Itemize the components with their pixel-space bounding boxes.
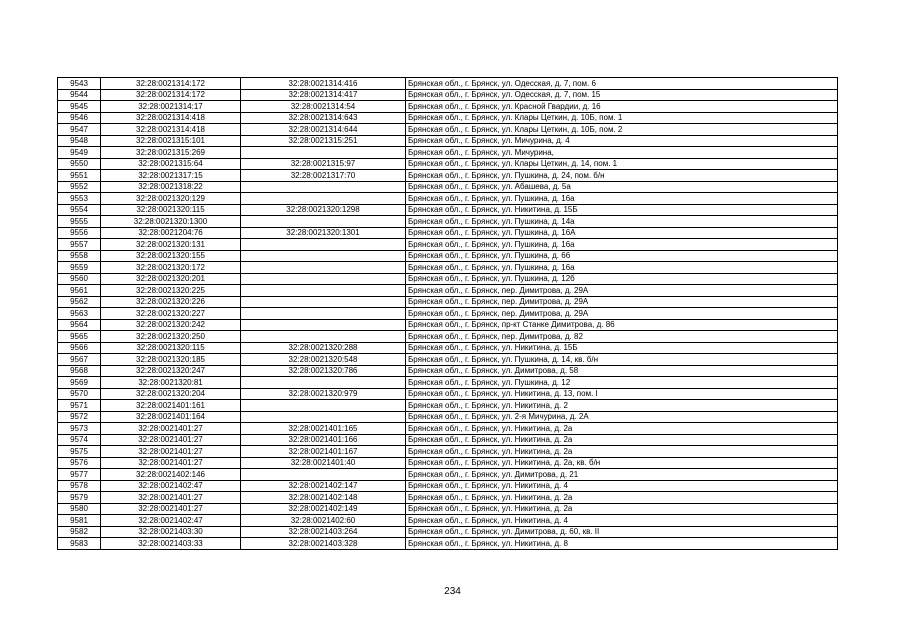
cadastral-number-cell: 32:28:0021320:1300 bbox=[101, 216, 241, 228]
address-cell: Брянская обл., г. Брянск, ул. Пушкина, д. 12 bbox=[406, 377, 838, 389]
row-number-cell: 9549 bbox=[58, 147, 101, 159]
object-number-cell: 32:28:0021401:166 bbox=[241, 434, 406, 446]
row-number-cell: 9579 bbox=[58, 492, 101, 504]
address-cell: Брянская обл., г. Брянск, ул. Никитина, д. 2а bbox=[406, 434, 838, 446]
object-number-cell bbox=[241, 411, 406, 423]
object-number-cell bbox=[241, 469, 406, 481]
row-number-cell: 9552 bbox=[58, 181, 101, 193]
row-number-cell: 9580 bbox=[58, 503, 101, 515]
address-cell: Брянская обл., г. Брянск, ул. Пушкина, д. 12б bbox=[406, 273, 838, 285]
table-row bbox=[58, 89, 838, 101]
row-number-cell: 9546 bbox=[58, 112, 101, 124]
address-cell: Брянская обл., г. Брянск, ул. Никитина, д. 15Б bbox=[406, 342, 838, 354]
table-row bbox=[58, 423, 838, 435]
table-row bbox=[58, 446, 838, 458]
table-row bbox=[58, 400, 838, 412]
table-row bbox=[58, 480, 838, 492]
row-number-cell: 9581 bbox=[58, 515, 101, 527]
cadastral-number-cell: 32:28:0021314:172 bbox=[101, 78, 241, 90]
object-number-cell: 32:28:0021320:1298 bbox=[241, 204, 406, 216]
object-number-cell: 32:28:0021317:70 bbox=[241, 170, 406, 182]
object-number-cell: 32:28:0021320:786 bbox=[241, 365, 406, 377]
object-number-cell bbox=[241, 181, 406, 193]
address-cell: Брянская обл., г. Брянск, пер. Димитрова, д. 29А bbox=[406, 296, 838, 308]
address-cell: Брянская обл., г. Брянск, ул. Пушкина, д. 16а bbox=[406, 239, 838, 251]
row-number-cell: 9553 bbox=[58, 193, 101, 205]
object-number-cell: 32:28:0021320:979 bbox=[241, 388, 406, 400]
address-cell: Брянская обл., г. Брянск, ул. Красной Гвардии, д. 16 bbox=[406, 101, 838, 113]
address-cell: Брянская обл., г. Брянск, ул. Пушкина, д. 14а bbox=[406, 216, 838, 228]
row-number-cell: 9557 bbox=[58, 239, 101, 251]
address-cell: Брянская обл., г. Брянск, ул. Никитина, д. 2а bbox=[406, 503, 838, 515]
row-number-cell: 9544 bbox=[58, 89, 101, 101]
table-row bbox=[58, 434, 838, 446]
row-number-cell: 9559 bbox=[58, 262, 101, 274]
row-number-cell: 9543 bbox=[58, 78, 101, 90]
cadastral-number-cell: 32:28:0021315:101 bbox=[101, 135, 241, 147]
address-cell: Брянская обл., г. Брянск, ул. Пушкина, д. 14, кв. б/н bbox=[406, 354, 838, 366]
cadastral-number-cell: 32:28:0021320:172 bbox=[101, 262, 241, 274]
table-row bbox=[58, 319, 838, 331]
row-number-cell: 9573 bbox=[58, 423, 101, 435]
row-number-cell: 9548 bbox=[58, 135, 101, 147]
cadastral-number-cell: 32:28:0021204:76 bbox=[101, 227, 241, 239]
cadastral-number-cell: 32:28:0021320:250 bbox=[101, 331, 241, 343]
cadastral-number-cell: 32:28:0021401:164 bbox=[101, 411, 241, 423]
object-number-cell: 32:28:0021320:548 bbox=[241, 354, 406, 366]
table-row bbox=[58, 538, 838, 550]
object-number-cell bbox=[241, 285, 406, 297]
table-row bbox=[58, 388, 838, 400]
row-number-cell: 9550 bbox=[58, 158, 101, 170]
cadastral-number-cell: 32:28:0021320:115 bbox=[101, 342, 241, 354]
table-row bbox=[58, 250, 838, 262]
cadastral-number-cell: 32:28:0021320:201 bbox=[101, 273, 241, 285]
object-number-cell bbox=[241, 147, 406, 159]
cadastral-number-cell: 32:28:0021320:247 bbox=[101, 365, 241, 377]
table-row bbox=[58, 112, 838, 124]
table-row bbox=[58, 411, 838, 423]
address-cell: Брянская обл., г. Брянск, ул. Никитина, д. 2а bbox=[406, 446, 838, 458]
object-number-cell bbox=[241, 216, 406, 228]
object-number-cell bbox=[241, 262, 406, 274]
object-number-cell: 32:28:0021314:416 bbox=[241, 78, 406, 90]
address-cell: Брянская обл., г. Брянск, ул. Никитина, д. 8 bbox=[406, 538, 838, 550]
cadastral-number-cell: 32:28:0021402:146 bbox=[101, 469, 241, 481]
row-number-cell: 9575 bbox=[58, 446, 101, 458]
cadastral-number-cell: 32:28:0021403:30 bbox=[101, 526, 241, 538]
table-row bbox=[58, 101, 838, 113]
table-row bbox=[58, 515, 838, 527]
address-cell: Брянская обл., г. Брянск, ул. Никитина, д. 2а bbox=[406, 492, 838, 504]
address-cell: Брянская обл., г. Брянск, ул. Пушкина, д. 16а bbox=[406, 193, 838, 205]
cadastral-number-cell: 32:28:0021401:27 bbox=[101, 492, 241, 504]
cadastral-number-cell: 32:28:0021401:27 bbox=[101, 434, 241, 446]
table-row bbox=[58, 492, 838, 504]
row-number-cell: 9556 bbox=[58, 227, 101, 239]
row-number-cell: 9547 bbox=[58, 124, 101, 136]
row-number-cell: 9577 bbox=[58, 469, 101, 481]
cadastral-number-cell: 32:28:0021320:226 bbox=[101, 296, 241, 308]
object-number-cell: 32:28:0021314:54 bbox=[241, 101, 406, 113]
row-number-cell: 9572 bbox=[58, 411, 101, 423]
cadastral-number-cell: 32:28:0021320:204 bbox=[101, 388, 241, 400]
object-number-cell: 32:28:0021314:643 bbox=[241, 112, 406, 124]
object-number-cell: 32:28:0021315:97 bbox=[241, 158, 406, 170]
address-cell: Брянская обл., г. Брянск, ул. Мичурина, д. 4 bbox=[406, 135, 838, 147]
table-row bbox=[58, 342, 838, 354]
row-number-cell: 9562 bbox=[58, 296, 101, 308]
table-row bbox=[58, 239, 838, 251]
object-number-cell bbox=[241, 250, 406, 262]
address-cell: Брянская обл., г. Брянск, ул. Никитина, д. 2а bbox=[406, 423, 838, 435]
object-number-cell bbox=[241, 308, 406, 320]
address-cell: Брянская обл., г. Брянск, ул. Никитина, д. 4 bbox=[406, 515, 838, 527]
address-cell: Брянская обл., г. Брянск, пер. Димитрова, д. 29А bbox=[406, 308, 838, 320]
cadastral-number-cell: 32:28:0021402:47 bbox=[101, 515, 241, 527]
registry-table-body bbox=[58, 78, 838, 550]
row-number-cell: 9545 bbox=[58, 101, 101, 113]
object-number-cell bbox=[241, 319, 406, 331]
object-number-cell: 32:28:0021314:417 bbox=[241, 89, 406, 101]
row-number-cell: 9570 bbox=[58, 388, 101, 400]
table-row bbox=[58, 526, 838, 538]
address-cell: Брянская обл., г. Брянск, ул. Клары Цеткин, д. 10Б, пом. 1 bbox=[406, 112, 838, 124]
table-row bbox=[58, 170, 838, 182]
address-cell: Брянская обл., г. Брянск, ул. Абашева, д. 5а bbox=[406, 181, 838, 193]
object-number-cell: 32:28:0021402:148 bbox=[241, 492, 406, 504]
row-number-cell: 9578 bbox=[58, 480, 101, 492]
object-number-cell: 32:28:0021320:288 bbox=[241, 342, 406, 354]
address-cell: Брянская обл., г. Брянск, ул. Мичурина, bbox=[406, 147, 838, 159]
table-row bbox=[58, 503, 838, 515]
address-cell: Брянская обл., г. Брянск, ул. Димитрова, д. 60, кв. II bbox=[406, 526, 838, 538]
object-number-cell: 32:28:0021320:1301 bbox=[241, 227, 406, 239]
address-cell: Брянская обл., г. Брянск, ул. Пушкина, д. 16а bbox=[406, 262, 838, 274]
cadastral-number-cell: 32:28:0021320:131 bbox=[101, 239, 241, 251]
cadastral-number-cell: 32:28:0021401:27 bbox=[101, 503, 241, 515]
row-number-cell: 9564 bbox=[58, 319, 101, 331]
object-number-cell bbox=[241, 377, 406, 389]
cadastral-number-cell: 32:28:0021403:33 bbox=[101, 538, 241, 550]
cadastral-number-cell: 32:28:0021401:27 bbox=[101, 423, 241, 435]
address-cell: Брянская обл., г. Брянск, пр-кт Станке Димитрова, д. 86 bbox=[406, 319, 838, 331]
object-number-cell: 32:28:0021401:167 bbox=[241, 446, 406, 458]
table-row bbox=[58, 457, 838, 469]
object-number-cell: 32:28:0021401:40 bbox=[241, 457, 406, 469]
row-number-cell: 9576 bbox=[58, 457, 101, 469]
object-number-cell bbox=[241, 331, 406, 343]
cadastral-number-cell: 32:28:0021320:155 bbox=[101, 250, 241, 262]
cadastral-number-cell: 32:28:0021401:161 bbox=[101, 400, 241, 412]
table-row bbox=[58, 469, 838, 481]
object-number-cell bbox=[241, 400, 406, 412]
row-number-cell: 9565 bbox=[58, 331, 101, 343]
table-row bbox=[58, 193, 838, 205]
object-number-cell: 32:28:0021403:264 bbox=[241, 526, 406, 538]
address-cell: Брянская обл., г. Брянск, ул. Клары Цеткин, д. 14, пом. 1 bbox=[406, 158, 838, 170]
cadastral-number-cell: 32:28:0021320:242 bbox=[101, 319, 241, 331]
registry-table bbox=[57, 77, 838, 550]
object-number-cell bbox=[241, 193, 406, 205]
cadastral-number-cell: 32:28:0021318:22 bbox=[101, 181, 241, 193]
cadastral-number-cell: 32:28:0021314:172 bbox=[101, 89, 241, 101]
object-number-cell bbox=[241, 296, 406, 308]
row-number-cell: 9554 bbox=[58, 204, 101, 216]
cadastral-number-cell: 32:28:0021320:225 bbox=[101, 285, 241, 297]
row-number-cell: 9555 bbox=[58, 216, 101, 228]
address-cell: Брянская обл., г. Брянск, ул. Пушкина, д. 66 bbox=[406, 250, 838, 262]
address-cell: Брянская обл., г. Брянск, ул. Никитина, д. 2а, кв. б/н bbox=[406, 457, 838, 469]
row-number-cell: 9569 bbox=[58, 377, 101, 389]
address-cell: Брянская обл., г. Брянск, ул. Одесская, д. 7, пом. 6 bbox=[406, 78, 838, 90]
cadastral-number-cell: 32:28:0021315:64 bbox=[101, 158, 241, 170]
cadastral-number-cell: 32:28:0021401:27 bbox=[101, 457, 241, 469]
table-row bbox=[58, 78, 838, 90]
address-cell: Брянская обл., г. Брянск, ул. Димитрова, д. 21 bbox=[406, 469, 838, 481]
address-cell: Брянская обл., г. Брянск, ул. Димитрова, д. 58 bbox=[406, 365, 838, 377]
cadastral-number-cell: 32:28:0021315:269 bbox=[101, 147, 241, 159]
object-number-cell: 32:28:0021402:147 bbox=[241, 480, 406, 492]
row-number-cell: 9571 bbox=[58, 400, 101, 412]
object-number-cell: 32:28:0021314:644 bbox=[241, 124, 406, 136]
cadastral-number-cell: 32:28:0021317:15 bbox=[101, 170, 241, 182]
table-row bbox=[58, 308, 838, 320]
cadastral-number-cell: 32:28:0021314:17 bbox=[101, 101, 241, 113]
row-number-cell: 9566 bbox=[58, 342, 101, 354]
address-cell: Брянская обл., г. Брянск, ул. Пушкина, д. 24, пом. б/н bbox=[406, 170, 838, 182]
address-cell: Брянская обл., г. Брянск, ул. Пушкина, д. 16А bbox=[406, 227, 838, 239]
table-row bbox=[58, 135, 838, 147]
object-number-cell: 32:28:0021402:60 bbox=[241, 515, 406, 527]
cadastral-number-cell: 32:28:0021314:418 bbox=[101, 124, 241, 136]
table-row bbox=[58, 377, 838, 389]
address-cell: Брянская обл., г. Брянск, пер. Димитрова, д. 82 bbox=[406, 331, 838, 343]
cadastral-number-cell: 32:28:0021402:47 bbox=[101, 480, 241, 492]
row-number-cell: 9560 bbox=[58, 273, 101, 285]
cadastral-number-cell: 32:28:0021320:129 bbox=[101, 193, 241, 205]
object-number-cell: 32:28:0021403:328 bbox=[241, 538, 406, 550]
cadastral-number-cell: 32:28:0021320:227 bbox=[101, 308, 241, 320]
page-number: 234 bbox=[444, 586, 461, 597]
row-number-cell: 9563 bbox=[58, 308, 101, 320]
table-row bbox=[58, 124, 838, 136]
address-cell: Брянская обл., г. Брянск, ул. 2-я Мичурина, д. 2А bbox=[406, 411, 838, 423]
address-cell: Брянская обл., г. Брянск, ул. Никитина, д. 15Б bbox=[406, 204, 838, 216]
object-number-cell bbox=[241, 239, 406, 251]
address-cell: Брянская обл., г. Брянск, ул. Одесская, д. 7, пом. 15 bbox=[406, 89, 838, 101]
object-number-cell: 32:28:0021402:149 bbox=[241, 503, 406, 515]
row-number-cell: 9567 bbox=[58, 354, 101, 366]
row-number-cell: 9574 bbox=[58, 434, 101, 446]
cadastral-number-cell: 32:28:0021320:185 bbox=[101, 354, 241, 366]
table-row bbox=[58, 204, 838, 216]
row-number-cell: 9568 bbox=[58, 365, 101, 377]
table-row bbox=[58, 227, 838, 239]
row-number-cell: 9582 bbox=[58, 526, 101, 538]
cadastral-number-cell: 32:28:0021401:27 bbox=[101, 446, 241, 458]
table-row bbox=[58, 147, 838, 159]
cadastral-number-cell: 32:28:0021320:81 bbox=[101, 377, 241, 389]
object-number-cell bbox=[241, 273, 406, 285]
object-number-cell: 32:28:0021401:165 bbox=[241, 423, 406, 435]
row-number-cell: 9561 bbox=[58, 285, 101, 297]
address-cell: Брянская обл., г. Брянск, пер. Димитрова, д. 29А bbox=[406, 285, 838, 297]
row-number-cell: 9551 bbox=[58, 170, 101, 182]
table-row bbox=[58, 262, 838, 274]
address-cell: Брянская обл., г. Брянск, ул. Клары Цеткин, д. 10Б, пом. 2 bbox=[406, 124, 838, 136]
row-number-cell: 9558 bbox=[58, 250, 101, 262]
table-row bbox=[58, 365, 838, 377]
object-number-cell: 32:28:0021315:251 bbox=[241, 135, 406, 147]
table-row bbox=[58, 331, 838, 343]
table-row bbox=[58, 354, 838, 366]
table-row bbox=[58, 181, 838, 193]
table-row bbox=[58, 273, 838, 285]
cadastral-number-cell: 32:28:0021314:418 bbox=[101, 112, 241, 124]
address-cell: Брянская обл., г. Брянск, ул. Никитина, д. 2 bbox=[406, 400, 838, 412]
table-row bbox=[58, 285, 838, 297]
address-cell: Брянская обл., г. Брянск, ул. Никитина, д. 4 bbox=[406, 480, 838, 492]
row-number-cell: 9583 bbox=[58, 538, 101, 550]
address-cell: Брянская обл., г. Брянск, ул. Никитина, д. 13, пом. I bbox=[406, 388, 838, 400]
table-row bbox=[58, 216, 838, 228]
table-row bbox=[58, 158, 838, 170]
cadastral-number-cell: 32:28:0021320:115 bbox=[101, 204, 241, 216]
table-row bbox=[58, 296, 838, 308]
